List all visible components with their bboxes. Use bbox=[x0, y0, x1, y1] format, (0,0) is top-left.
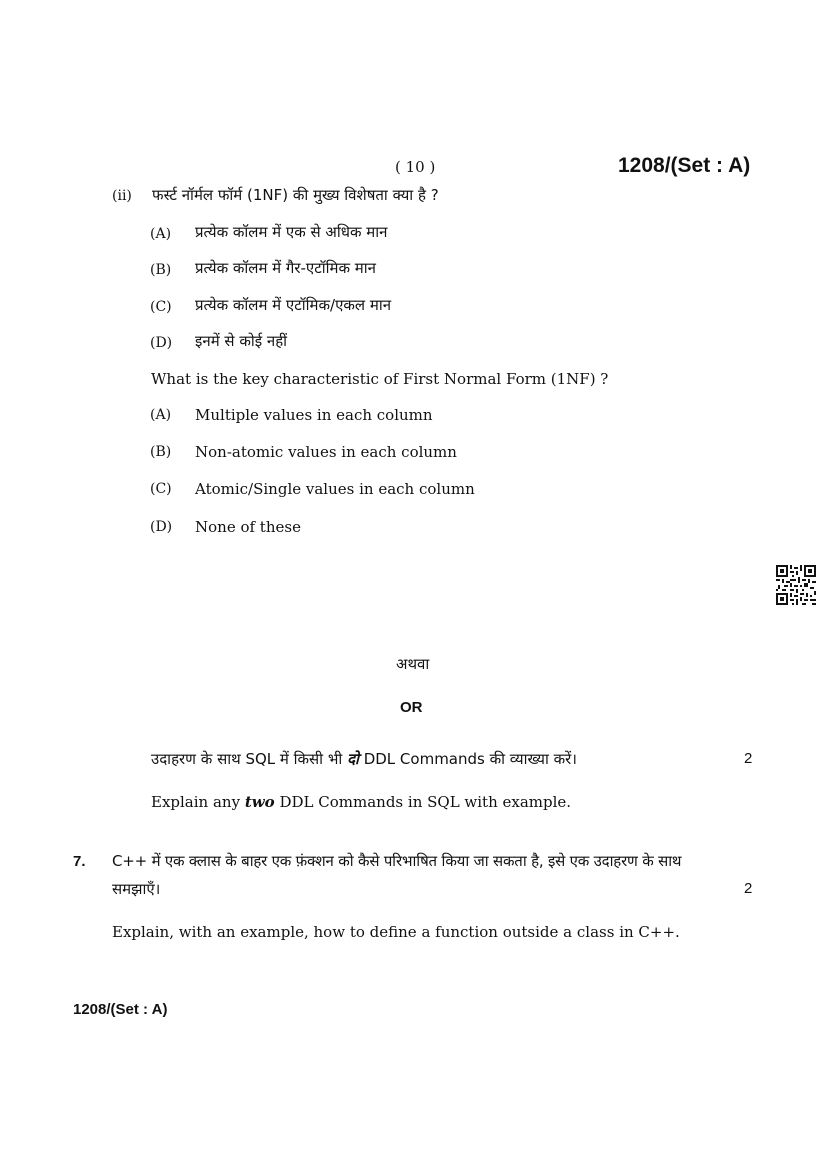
hindi-option-c-label: (C) bbox=[150, 299, 172, 315]
question-7-hindi-line1: C++ में एक क्लास के बाहर एक फ़ंक्शन को कैसे परिभाषित किया जा सकता है, इसे एक उदाहरण के साथ bbox=[112, 852, 682, 870]
set-code-header: 1208/(Set : A) bbox=[618, 154, 751, 177]
or-question-english-bold: two bbox=[244, 793, 275, 811]
hindi-option-b-label: (B) bbox=[150, 262, 172, 278]
hindi-option-a-label: (A) bbox=[150, 226, 172, 242]
qr-code-icon bbox=[776, 565, 816, 605]
or-question-english-part1: Explain any bbox=[151, 793, 241, 811]
english-option-d-text: None of these bbox=[195, 518, 301, 536]
question-7-english: Explain, with an example, how to define a function outside a class in C++. bbox=[112, 923, 680, 941]
hindi-option-d-label: (D) bbox=[150, 335, 173, 351]
english-option-d-label: (D) bbox=[150, 519, 173, 535]
english-option-b-label: (B) bbox=[150, 444, 172, 460]
english-option-c-text: Atomic/Single values in each column bbox=[195, 480, 475, 498]
question-7-number: 7. bbox=[73, 853, 86, 870]
hindi-option-c-text: प्रत्येक कॉलम में एटॉमिक/एकल मान bbox=[195, 296, 392, 314]
english-option-b-text: Non-atomic values in each column bbox=[195, 443, 457, 461]
hindi-option-b-text: प्रत्येक कॉलम में गैर-एटॉमिक मान bbox=[195, 259, 376, 277]
english-option-a-text: Multiple values in each column bbox=[195, 406, 433, 424]
english-option-c-label: (C) bbox=[150, 481, 172, 497]
or-question-english-part2: DDL Commands in SQL with example. bbox=[279, 793, 572, 811]
english-or: OR bbox=[400, 699, 423, 716]
hindi-or: अथवा bbox=[396, 655, 430, 673]
page-number: ( 10 ) bbox=[395, 158, 436, 176]
hindi-option-d-text: इनमें से कोई नहीं bbox=[195, 332, 288, 350]
or-question-hindi-bold: दो bbox=[347, 750, 359, 768]
or-question-hindi-part2: DDL Commands की व्याख्या करें। bbox=[363, 750, 577, 768]
or-question-marks: 2 bbox=[744, 750, 753, 767]
or-question-hindi bbox=[151, 749, 577, 769]
or-question-english bbox=[151, 793, 571, 811]
or-question-hindi-part1: उदाहरण के साथ SQL में किसी भी bbox=[151, 750, 343, 768]
set-code-footer: 1208/(Set : A) bbox=[73, 1001, 168, 1018]
question-ii-hindi: फर्स्ट नॉर्मल फॉर्म (1NF) की मुख्य विशेषता क्या है ? bbox=[152, 186, 439, 204]
hindi-option-a-text: प्रत्येक कॉलम में एक से अधिक मान bbox=[195, 223, 388, 241]
question-ii-english: What is the key characteristic of First Normal Form (1NF) ? bbox=[151, 370, 609, 388]
question-7-marks: 2 bbox=[744, 880, 753, 897]
english-option-a-label: (A) bbox=[150, 407, 172, 423]
question-7-hindi-line2: समझाएँ। bbox=[112, 880, 161, 898]
question-ii-number: (ii) bbox=[112, 188, 132, 204]
